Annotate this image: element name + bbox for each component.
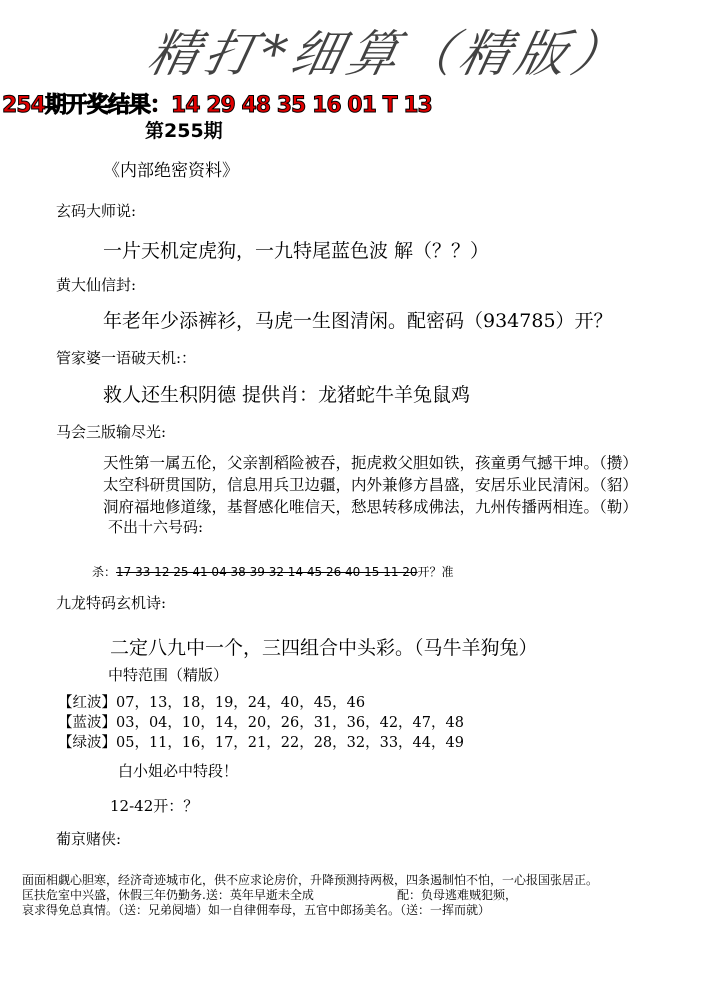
- section-label-guanjiapo: 管家婆一语破天机:：: [56, 349, 197, 367]
- wave-nums-blue: 03，04，10，14，20，26，31，36，42，47，48: [116, 715, 464, 731]
- killed-suffix: 开？准: [417, 565, 454, 579]
- section-line-huangdaxian: 年老年少添裤衫，马虎一生图清闲。配密码（934785）开？: [103, 310, 613, 332]
- wave-nums-green: 05，11，16，17，21，22，28，32，33，44，49: [116, 735, 464, 751]
- section-line-xuanma: 一片天机定虎狗，一九特尾蓝色波 解（？？）: [103, 240, 490, 262]
- section-label-pujing: 葡京赌侠:: [56, 830, 122, 848]
- wave-tag-blue: 【蓝波】: [58, 715, 116, 731]
- no16-label: 不出十六号码:: [108, 518, 204, 536]
- section-line-jiulong: 二定八九中一个，三四组合中头彩。（马牛羊狗兔）: [110, 637, 538, 659]
- result-line: 254期开奖结果：14 29 48 35 16 01 T 13: [2, 93, 432, 118]
- range-label: 中特范围（精版）: [108, 666, 229, 684]
- killed-number-list: 17 33 12 25 41 04 38 39 32 14 45 26 40 15 11 20: [116, 565, 418, 579]
- doc-subtitle: 《内部绝密资料》: [103, 161, 239, 181]
- section-label-jiulong: 九龙特码玄机诗:: [56, 594, 167, 612]
- poem-line-1: 天性第一属五伦，父亲割稻险被吞，扼虎救父胆如铁，孩童勇气撼干坤。（攒）: [103, 454, 638, 472]
- wave-row-green: [58, 731, 464, 752]
- footer-line-1: 面面相觑心胆寒，经济奇迹城市化，供不应求论房价，升降预测持两极，四条遏制怕不怕，一心报国张居正。: [22, 873, 599, 887]
- section-line-guanjiapo: 救人还生积阴德 提供肖：龙猪蛇牛羊兔鼠鸡: [103, 384, 471, 406]
- header-title: 精打*细算（精版）: [142, 25, 635, 83]
- section-label-mahui: 马会三版输尽光:: [56, 423, 167, 441]
- white-line: 白小姐必中特段！: [118, 762, 239, 780]
- footer-line-2b: 配：负母逃难贼犯频，: [397, 888, 518, 902]
- footer-line-3: 哀求得免总真情。（送：兄弟阋墙）如一自律佣奉母，五官中郎扬美名。（送：一挥而就）: [22, 903, 491, 917]
- issue-number: 第255期: [145, 120, 223, 142]
- poem-line-3: 洞府福地修道缘，基督感化唯信天，愁思转移成佛法，九州传播两相连。（勒）: [103, 498, 638, 516]
- killed-numbers: [92, 563, 454, 580]
- wave-row-red: [58, 691, 365, 712]
- wave-nums-red: 07，13，18，19，24，40，45，46: [116, 695, 366, 711]
- footer-line-2a: 匡扶危室中兴盛，休假三年仍勤务.送：英年早逝未全成: [22, 888, 314, 902]
- section-label-huangdaxian: 黄大仙信封:: [56, 276, 137, 294]
- poem-line-2: 太空科研贯国防，信息用兵卫边疆，内外兼修方昌盛，安居乐业民清闲。（貂）: [103, 476, 638, 494]
- section-label-xuanma: 玄码大师说:: [56, 202, 137, 220]
- wave-tag-green: 【绿波】: [58, 735, 116, 751]
- segment-line: 12-42开：？: [110, 797, 199, 815]
- wave-row-blue: [58, 711, 464, 732]
- wave-tag-red: 【红波】: [58, 695, 116, 711]
- killed-prefix: 杀：: [92, 565, 117, 579]
